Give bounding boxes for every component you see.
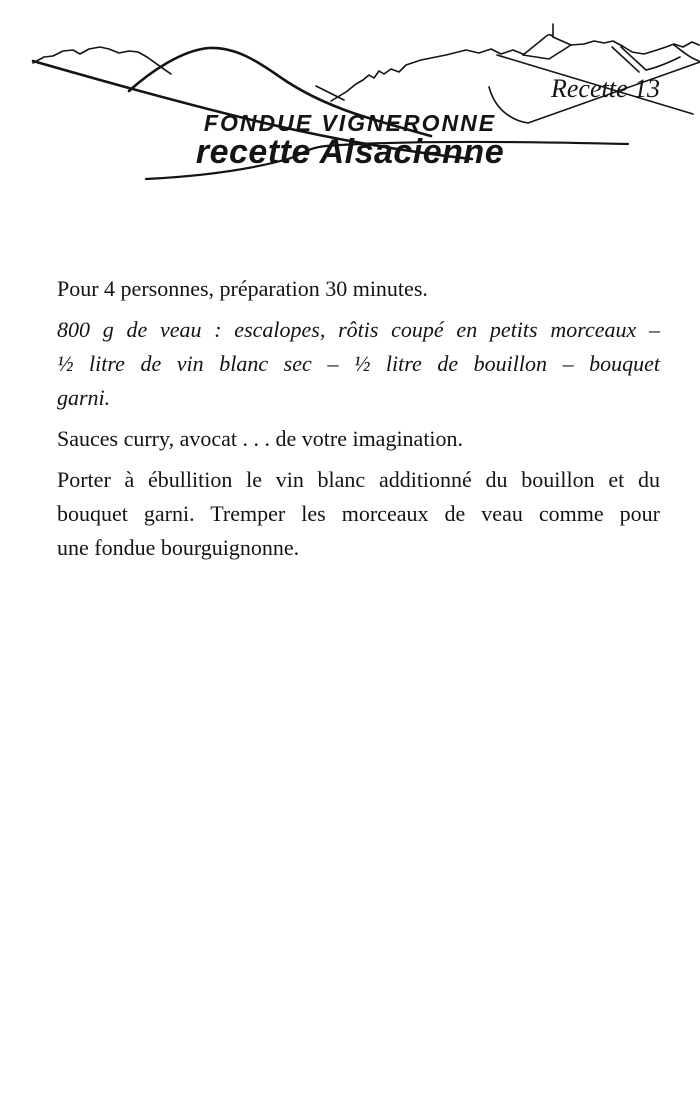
instructions-paragraph <box>57 463 660 565</box>
ingredients-line: ½ litre de vin blanc sec – ½ litre de bouillon – bouquet <box>57 351 660 376</box>
recipe-title: FONDUE VIGNERONNE <box>203 110 497 136</box>
mountain-landscape-illustration <box>0 0 700 215</box>
ingredients-line: 800 g de veau : escalopes, rôtis coupé en petits morceaux – <box>57 317 660 342</box>
recipe-number: Recette 13 <box>551 74 660 103</box>
ingredients-line: garni. <box>57 385 111 410</box>
instructions-line: Porter à ébullition le vin blanc additionné du bouillon et du <box>57 467 660 492</box>
serving-info-paragraph <box>57 272 660 306</box>
ingredients-paragraph <box>57 313 660 415</box>
instructions-line: bouquet garni. Tremper les morceaux de veau comme pour <box>57 501 660 526</box>
serving-info-line: Pour 4 personnes, préparation 30 minutes. <box>57 276 428 301</box>
recipe-body <box>57 272 660 572</box>
instructions-line: une fondue bourguignonne. <box>57 535 300 560</box>
recipe-subtitle: recette Alsacienne <box>195 133 505 171</box>
sauces-paragraph <box>57 422 660 456</box>
sauces-line: Sauces curry, avocat . . . de votre imagination. <box>57 426 464 451</box>
